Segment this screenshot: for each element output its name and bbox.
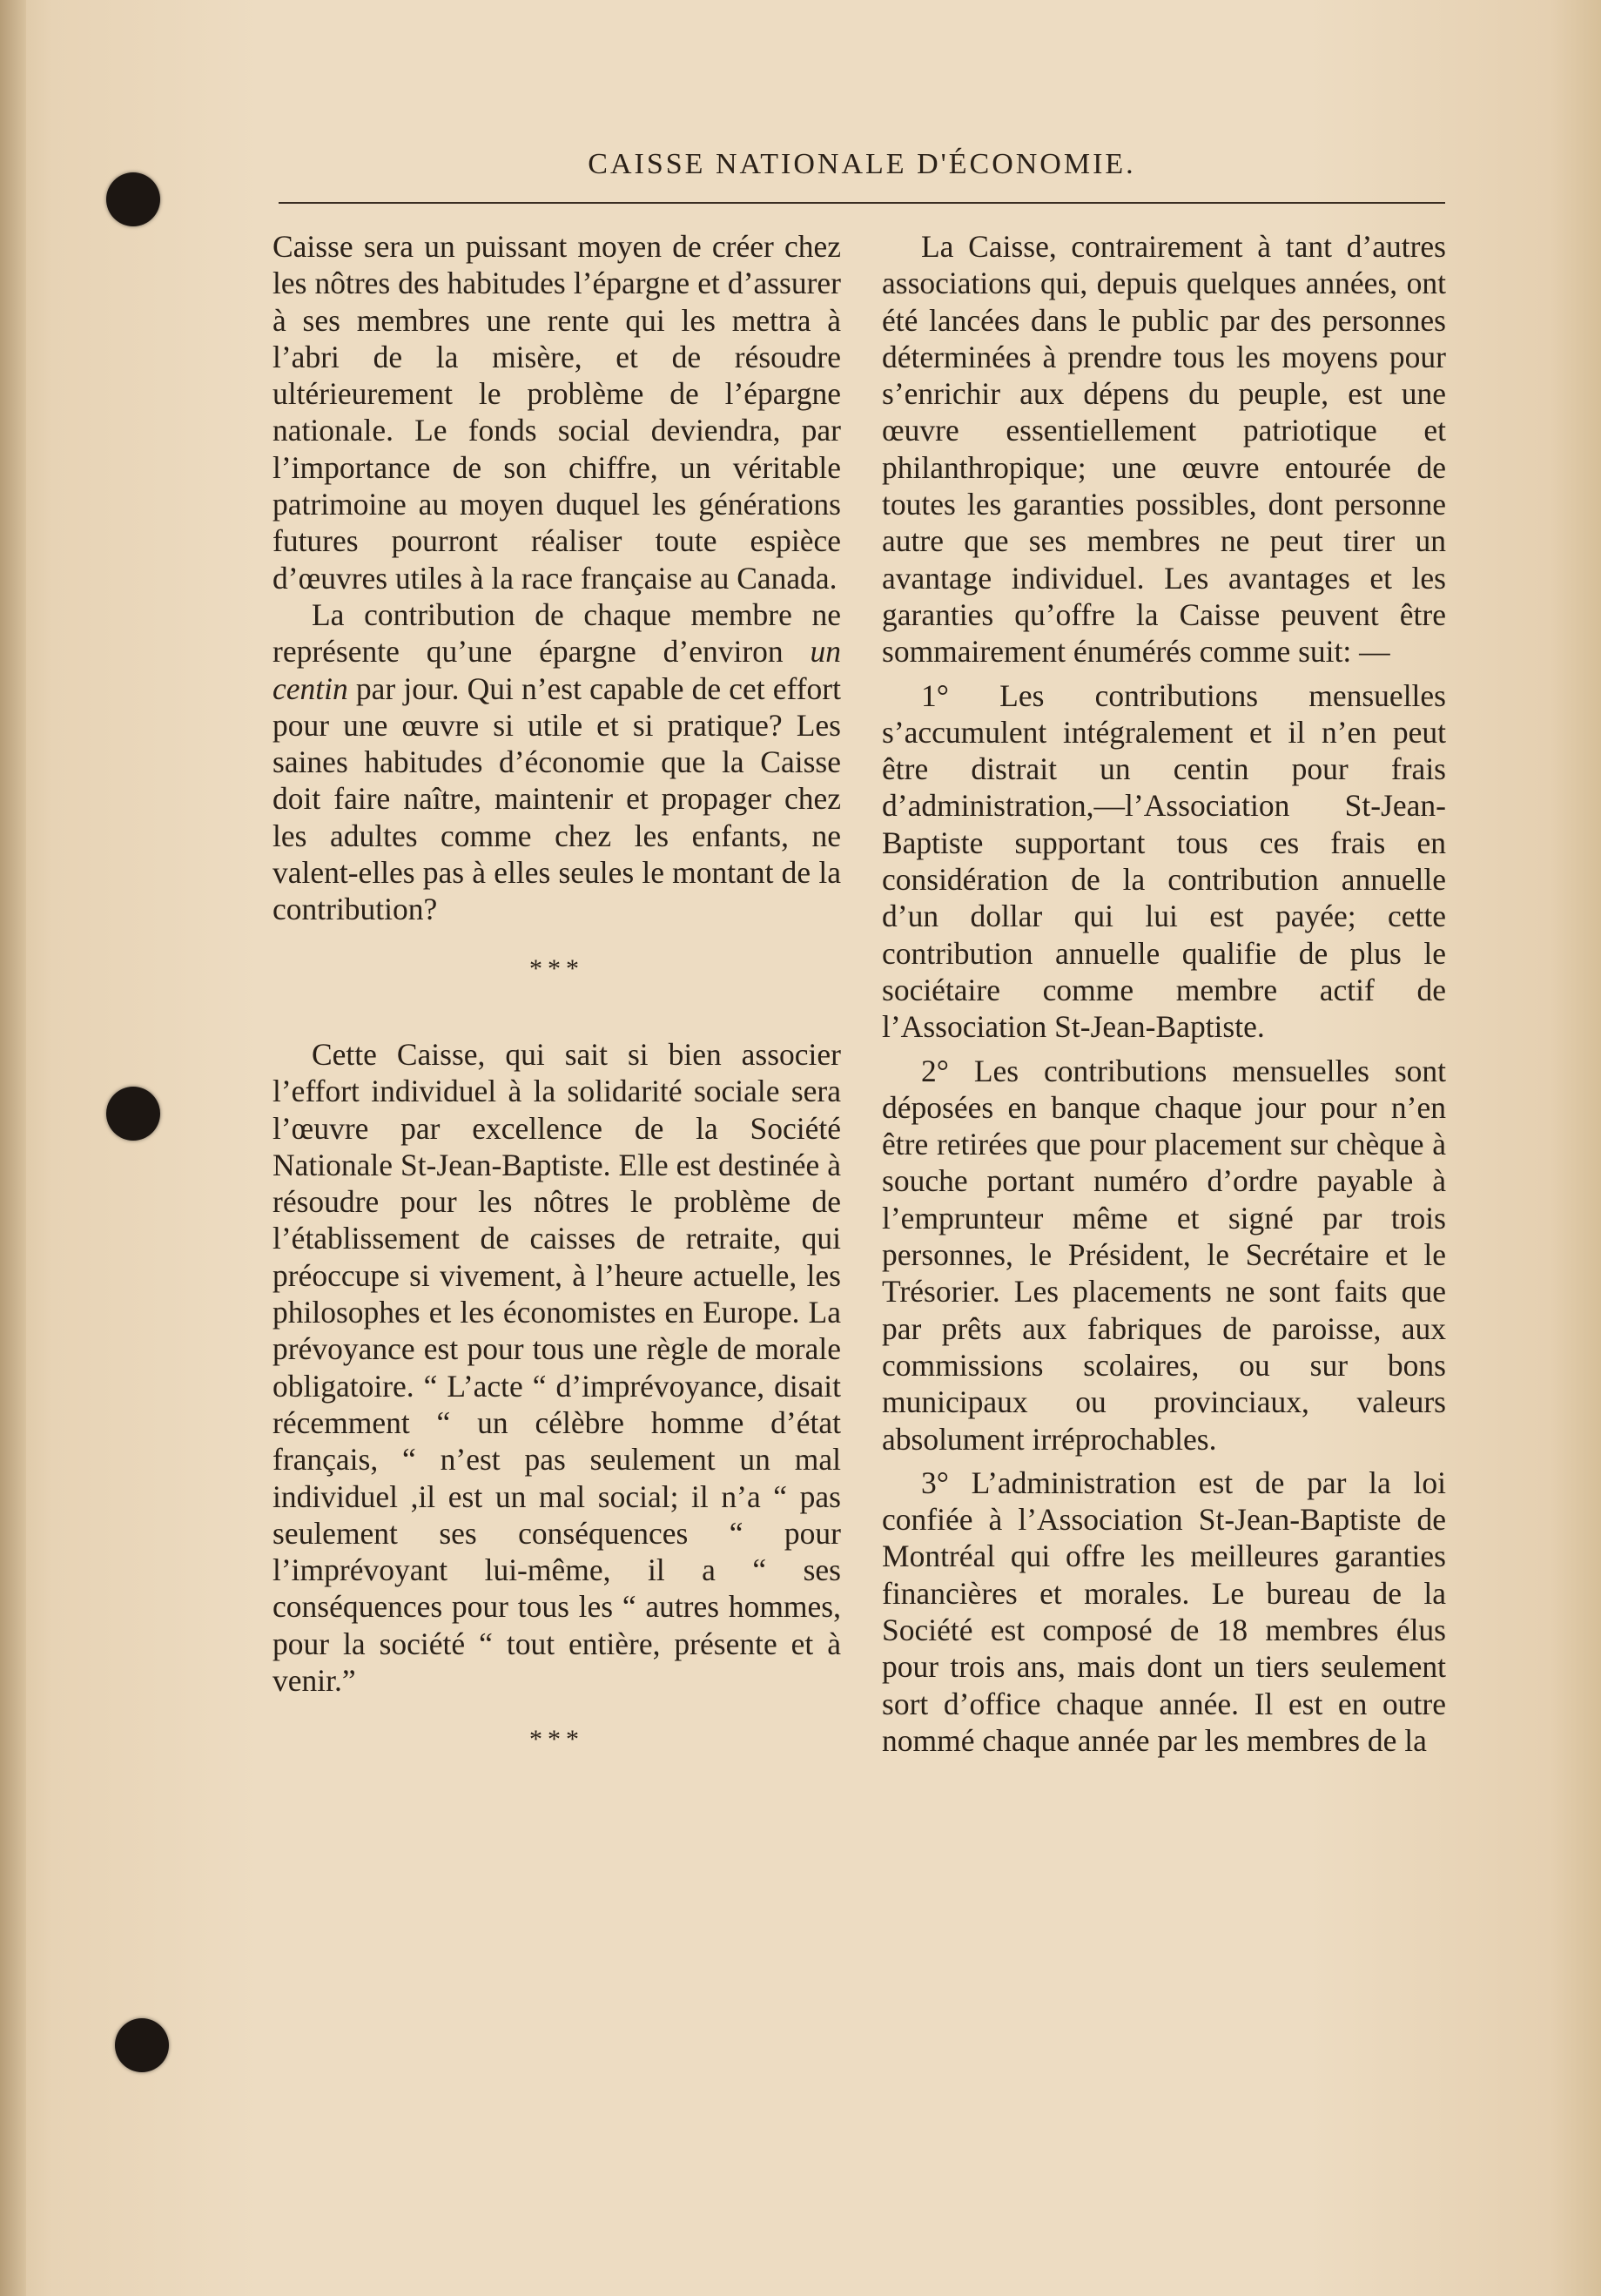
left-column [272,228,841,1759]
right-paragraph-1: La Caisse, contrairement à tant d’autres associations qui, depuis quelques années, ont été lancées dans le public par des personnes déterminées à prendre tous les moyens pour s’enrichir aux dépens du peuple, est une œuvre essentiellement patriotique et philanthropique; une œuvre entourée de toutes les garanties possibles, dont personne autre que ses membres ne peut tirer un avantage individuel. Les avantages et les garanties qu’offre la Caisse peuvent être sommairement énumérés comme suit: — [882,229,1446,670]
section-separator-2: *** [529,1725,584,1754]
header-rule [279,202,1445,204]
right-item-1: 1° Les contributions mensuelles s’accumulent intégralement et il n’en peut être distrait un centin pour frais d’administration,—l’Association St-Jean-Baptiste supportant tous ces frais en considération de la contribution annuelle d’un dollar qui lui est payée; cette contribution annuelle qualifie de plus le sociétaire comme membre actif de l’Association St-Jean-Baptiste. [882,677,1446,1045]
punch-hole-bottom [115,2018,169,2072]
section-separator-1: *** [529,953,584,983]
left-paragraph-3: Cette Caisse, qui sait si bien associer l’effort individuel à la solidarité sociale sera l’œuvre par excellence de la Société Nationale St-Jean-Baptiste. Elle est destinée à résoudre pour les nôtres le problème de l’établissement de caisses de retraite, qui préoccupe si vivement, à l’heure actuelle, les philosophes et les économistes en Europe. La prévoyance est pour tous une règle de morale obligatoire. “ L’acte “ d’imprévoyance, disait récemment “ un célèbre homme d’état français, “ n’est pas seulement un mal individuel ,il est un mal social; il n’a “ pas seulement ses conséquences “ pour l’imprévoyant lui-même, il a “ ses conséquences pour tous les “ autres hommes, pour la société “ tout entière, présente et à venir.” [272,1036,841,1698]
page-spine-shadow [0,0,26,2296]
contribution-text-a: La contribution de chaque membre ne représente qu’une épargne d’environ [272,596,841,670]
punch-hole-top [106,172,160,226]
punch-hole-middle [106,1087,160,1141]
right-column [882,228,1446,1759]
left-paragraph-2 [272,596,841,928]
right-item-2: 2° Les contributions mensuelles sont déposées en banque chaque jour pour n’en être retirées que pour placement sur chèque à souche portant numéro d’ordre payable à l’emprunteur même et signé par trois personnes, le Président, le Secrétaire et le Trésorier. Les placements ne sont faits que par prêts aux fabriques de paroisse, aux commissions scolaires, ou sur bons municipaux ou provinciaux, valeurs absolument irréprochables. [882,1053,1446,1457]
running-header: CAISSE NATIONALE D'ÉCONOMIE. [588,148,1136,180]
right-item-3: 3° L’administration est de par la loi confiée à l’Association St-Jean-Baptiste de Montréal qui offre les meilleures garanties financières et morales. Le bureau de la Société est composé de 18 membres élus pour trois ans, mais dont un tiers seulement sort d’office chaque année. Il est en outre nommé chaque année par les membres de la [882,1464,1446,1758]
contribution-emphasis: un centin [272,634,841,706]
contribution-text-b: par jour. Qui n’est capable de cet effort pour une œuvre si utile et si pratique? Les saines habitudes d’économie que la Caisse doit faire naître, maintenir et propager chez les adultes comme chez les enfants, ne valent-elles pas à elles seules le montant de la contribution? [272,670,841,927]
left-paragraph-1: Caisse sera un puissant moyen de créer chez les nôtres des habitudes l’épargne et d’assurer à ses membres une rente qui les mettra à l’abri de la misère, et de résoudre ultérieurement le problème de l’épargne nationale. Le fonds social deviendra, par l’importance de son chiffre, un véritable patrimoine au moyen duquel les générations futures pourront réaliser toute espièce d’œuvres utiles à la race française au Canada. [272,229,841,596]
